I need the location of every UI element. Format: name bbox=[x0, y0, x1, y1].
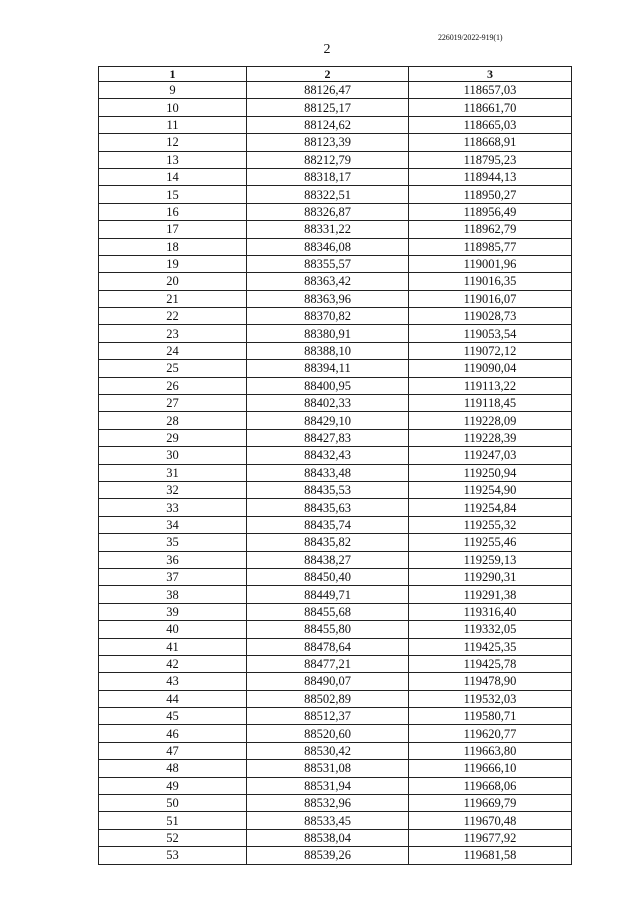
x-coordinate-cell: 88394,11 bbox=[247, 360, 409, 377]
point-number-cell: 25 bbox=[99, 360, 247, 377]
point-number-cell: 21 bbox=[99, 290, 247, 307]
x-coordinate-cell: 88532,96 bbox=[247, 795, 409, 812]
point-number-cell: 29 bbox=[99, 429, 247, 446]
point-number-cell: 48 bbox=[99, 760, 247, 777]
x-coordinate-cell: 88533,45 bbox=[247, 812, 409, 829]
y-coordinate-cell: 119090,04 bbox=[409, 360, 572, 377]
table-row bbox=[99, 638, 572, 655]
table-row bbox=[99, 429, 572, 446]
x-coordinate-cell: 88435,53 bbox=[247, 481, 409, 498]
y-coordinate-cell: 119668,06 bbox=[409, 777, 572, 794]
point-number-cell: 22 bbox=[99, 308, 247, 325]
y-coordinate-cell: 119425,78 bbox=[409, 655, 572, 672]
x-coordinate-cell: 88531,08 bbox=[247, 760, 409, 777]
y-coordinate-cell: 119663,80 bbox=[409, 742, 572, 759]
table-row bbox=[99, 499, 572, 516]
x-coordinate-cell: 88429,10 bbox=[247, 412, 409, 429]
table-row bbox=[99, 464, 572, 481]
table-row bbox=[99, 82, 572, 99]
y-coordinate-cell: 119255,32 bbox=[409, 516, 572, 533]
x-coordinate-cell: 88435,74 bbox=[247, 516, 409, 533]
y-coordinate-cell: 118956,49 bbox=[409, 203, 572, 220]
y-coordinate-cell: 119677,92 bbox=[409, 829, 572, 846]
y-coordinate-cell: 119016,35 bbox=[409, 273, 572, 290]
x-coordinate-cell: 88322,51 bbox=[247, 186, 409, 203]
table-row bbox=[99, 621, 572, 638]
table-row bbox=[99, 777, 572, 794]
y-coordinate-cell: 119113,22 bbox=[409, 377, 572, 394]
x-coordinate-cell: 88490,07 bbox=[247, 673, 409, 690]
point-number-cell: 18 bbox=[99, 238, 247, 255]
y-coordinate-cell: 119259,13 bbox=[409, 551, 572, 568]
y-coordinate-cell: 119228,09 bbox=[409, 412, 572, 429]
table-row bbox=[99, 290, 572, 307]
x-coordinate-cell: 88380,91 bbox=[247, 325, 409, 342]
point-number-cell: 9 bbox=[99, 82, 247, 99]
column-header-y: 3 bbox=[409, 67, 572, 82]
point-number-cell: 39 bbox=[99, 603, 247, 620]
table-row bbox=[99, 708, 572, 725]
x-coordinate-cell: 88326,87 bbox=[247, 203, 409, 220]
y-coordinate-cell: 118950,27 bbox=[409, 186, 572, 203]
point-number-cell: 35 bbox=[99, 534, 247, 551]
point-number-cell: 19 bbox=[99, 255, 247, 272]
table-row bbox=[99, 481, 572, 498]
point-number-cell: 40 bbox=[99, 621, 247, 638]
point-number-cell: 13 bbox=[99, 151, 247, 168]
x-coordinate-cell: 88123,39 bbox=[247, 134, 409, 151]
x-coordinate-cell: 88477,21 bbox=[247, 655, 409, 672]
y-coordinate-cell: 118944,13 bbox=[409, 168, 572, 185]
y-coordinate-cell: 119028,73 bbox=[409, 308, 572, 325]
table-row bbox=[99, 325, 572, 342]
table-row bbox=[99, 255, 572, 272]
x-coordinate-cell: 88212,79 bbox=[247, 151, 409, 168]
point-number-cell: 11 bbox=[99, 116, 247, 133]
table-row bbox=[99, 795, 572, 812]
x-coordinate-cell: 88449,71 bbox=[247, 586, 409, 603]
point-number-cell: 17 bbox=[99, 221, 247, 238]
x-coordinate-cell: 88125,17 bbox=[247, 99, 409, 116]
table-row bbox=[99, 673, 572, 690]
y-coordinate-cell: 119001,96 bbox=[409, 255, 572, 272]
table-row bbox=[99, 412, 572, 429]
x-coordinate-cell: 88331,22 bbox=[247, 221, 409, 238]
x-coordinate-cell: 88346,08 bbox=[247, 238, 409, 255]
point-number-cell: 44 bbox=[99, 690, 247, 707]
y-coordinate-cell: 119316,40 bbox=[409, 603, 572, 620]
point-number-cell: 12 bbox=[99, 134, 247, 151]
y-coordinate-cell: 119532,03 bbox=[409, 690, 572, 707]
y-coordinate-cell: 118661,70 bbox=[409, 99, 572, 116]
x-coordinate-cell: 88531,94 bbox=[247, 777, 409, 794]
point-number-cell: 38 bbox=[99, 586, 247, 603]
y-coordinate-cell: 119255,46 bbox=[409, 534, 572, 551]
table-header-row bbox=[99, 67, 572, 82]
y-coordinate-cell: 119290,31 bbox=[409, 568, 572, 585]
table-row bbox=[99, 568, 572, 585]
point-number-cell: 33 bbox=[99, 499, 247, 516]
table-row bbox=[99, 725, 572, 742]
point-number-cell: 30 bbox=[99, 447, 247, 464]
y-coordinate-cell: 119072,12 bbox=[409, 342, 572, 359]
page-number: 2 bbox=[323, 42, 331, 57]
column-header-point-number: 1 bbox=[99, 67, 247, 82]
y-coordinate-cell: 119620,77 bbox=[409, 725, 572, 742]
y-coordinate-cell: 119254,90 bbox=[409, 481, 572, 498]
point-number-cell: 32 bbox=[99, 481, 247, 498]
point-number-cell: 49 bbox=[99, 777, 247, 794]
x-coordinate-cell: 88363,42 bbox=[247, 273, 409, 290]
x-coordinate-cell: 88433,48 bbox=[247, 464, 409, 481]
table-row bbox=[99, 238, 572, 255]
table-row bbox=[99, 186, 572, 203]
table-row bbox=[99, 847, 572, 864]
table-row bbox=[99, 221, 572, 238]
table-row bbox=[99, 342, 572, 359]
x-coordinate-cell: 88455,80 bbox=[247, 621, 409, 638]
y-coordinate-cell: 119250,94 bbox=[409, 464, 572, 481]
x-coordinate-cell: 88438,27 bbox=[247, 551, 409, 568]
table-row bbox=[99, 134, 572, 151]
x-coordinate-cell: 88450,40 bbox=[247, 568, 409, 585]
x-coordinate-cell: 88363,96 bbox=[247, 290, 409, 307]
y-coordinate-cell: 119580,71 bbox=[409, 708, 572, 725]
point-number-cell: 36 bbox=[99, 551, 247, 568]
x-coordinate-cell: 88427,83 bbox=[247, 429, 409, 446]
point-number-cell: 34 bbox=[99, 516, 247, 533]
point-number-cell: 37 bbox=[99, 568, 247, 585]
y-coordinate-cell: 118962,79 bbox=[409, 221, 572, 238]
table-row bbox=[99, 273, 572, 290]
point-number-cell: 45 bbox=[99, 708, 247, 725]
y-coordinate-cell: 119425,35 bbox=[409, 638, 572, 655]
table-row bbox=[99, 99, 572, 116]
point-number-cell: 24 bbox=[99, 342, 247, 359]
table-row bbox=[99, 308, 572, 325]
y-coordinate-cell: 118795,23 bbox=[409, 151, 572, 168]
table-row bbox=[99, 516, 572, 533]
x-coordinate-cell: 88435,63 bbox=[247, 499, 409, 516]
y-coordinate-cell: 118985,77 bbox=[409, 238, 572, 255]
point-number-cell: 52 bbox=[99, 829, 247, 846]
point-number-cell: 27 bbox=[99, 395, 247, 412]
point-number-cell: 53 bbox=[99, 847, 247, 864]
table-row bbox=[99, 534, 572, 551]
y-coordinate-cell: 119053,54 bbox=[409, 325, 572, 342]
table-row bbox=[99, 760, 572, 777]
x-coordinate-cell: 88478,64 bbox=[247, 638, 409, 655]
table-row bbox=[99, 551, 572, 568]
point-number-cell: 41 bbox=[99, 638, 247, 655]
x-coordinate-cell: 88530,42 bbox=[247, 742, 409, 759]
table-row bbox=[99, 586, 572, 603]
table-row bbox=[99, 655, 572, 672]
point-number-cell: 46 bbox=[99, 725, 247, 742]
point-number-cell: 14 bbox=[99, 168, 247, 185]
table-row bbox=[99, 151, 572, 168]
y-coordinate-cell: 119666,10 bbox=[409, 760, 572, 777]
point-number-cell: 26 bbox=[99, 377, 247, 394]
y-coordinate-cell: 119478,90 bbox=[409, 673, 572, 690]
table-row bbox=[99, 395, 572, 412]
y-coordinate-cell: 119669,79 bbox=[409, 795, 572, 812]
y-coordinate-cell: 119291,38 bbox=[409, 586, 572, 603]
point-number-cell: 20 bbox=[99, 273, 247, 290]
point-number-cell: 51 bbox=[99, 812, 247, 829]
point-number-cell: 10 bbox=[99, 99, 247, 116]
table-row bbox=[99, 829, 572, 846]
point-number-cell: 31 bbox=[99, 464, 247, 481]
point-number-cell: 28 bbox=[99, 412, 247, 429]
y-coordinate-cell: 119016,07 bbox=[409, 290, 572, 307]
point-number-cell: 50 bbox=[99, 795, 247, 812]
document-number: 226019/2022-919(1) bbox=[438, 33, 503, 42]
x-coordinate-cell: 88370,82 bbox=[247, 308, 409, 325]
x-coordinate-cell: 88318,17 bbox=[247, 168, 409, 185]
x-coordinate-cell: 88124,62 bbox=[247, 116, 409, 133]
y-coordinate-cell: 119228,39 bbox=[409, 429, 572, 446]
table-row bbox=[99, 116, 572, 133]
table-row bbox=[99, 603, 572, 620]
x-coordinate-cell: 88402,33 bbox=[247, 395, 409, 412]
y-coordinate-cell: 119247,03 bbox=[409, 447, 572, 464]
y-coordinate-cell: 119681,58 bbox=[409, 847, 572, 864]
y-coordinate-cell: 119670,48 bbox=[409, 812, 572, 829]
y-coordinate-cell: 118665,03 bbox=[409, 116, 572, 133]
x-coordinate-cell: 88435,82 bbox=[247, 534, 409, 551]
table-row bbox=[99, 203, 572, 220]
table-row bbox=[99, 447, 572, 464]
column-header-x: 2 bbox=[247, 67, 409, 82]
x-coordinate-cell: 88432,43 bbox=[247, 447, 409, 464]
table-row bbox=[99, 360, 572, 377]
point-number-cell: 43 bbox=[99, 673, 247, 690]
x-coordinate-cell: 88355,57 bbox=[247, 255, 409, 272]
x-coordinate-cell: 88400,95 bbox=[247, 377, 409, 394]
point-number-cell: 42 bbox=[99, 655, 247, 672]
x-coordinate-cell: 88455,68 bbox=[247, 603, 409, 620]
x-coordinate-cell: 88502,89 bbox=[247, 690, 409, 707]
y-coordinate-cell: 118668,91 bbox=[409, 134, 572, 151]
table-row bbox=[99, 690, 572, 707]
table-row bbox=[99, 377, 572, 394]
point-number-cell: 23 bbox=[99, 325, 247, 342]
point-number-cell: 15 bbox=[99, 186, 247, 203]
x-coordinate-cell: 88388,10 bbox=[247, 342, 409, 359]
y-coordinate-cell: 118657,03 bbox=[409, 82, 572, 99]
y-coordinate-cell: 119254,84 bbox=[409, 499, 572, 516]
table-row bbox=[99, 812, 572, 829]
x-coordinate-cell: 88512,37 bbox=[247, 708, 409, 725]
y-coordinate-cell: 119118,45 bbox=[409, 395, 572, 412]
y-coordinate-cell: 119332,05 bbox=[409, 621, 572, 638]
table-body bbox=[99, 82, 572, 865]
point-number-cell: 47 bbox=[99, 742, 247, 759]
x-coordinate-cell: 88539,26 bbox=[247, 847, 409, 864]
x-coordinate-cell: 88520,60 bbox=[247, 725, 409, 742]
table-row bbox=[99, 168, 572, 185]
x-coordinate-cell: 88538,04 bbox=[247, 829, 409, 846]
x-coordinate-cell: 88126,47 bbox=[247, 82, 409, 99]
coordinates-table bbox=[98, 66, 572, 865]
point-number-cell: 16 bbox=[99, 203, 247, 220]
table-row bbox=[99, 742, 572, 759]
